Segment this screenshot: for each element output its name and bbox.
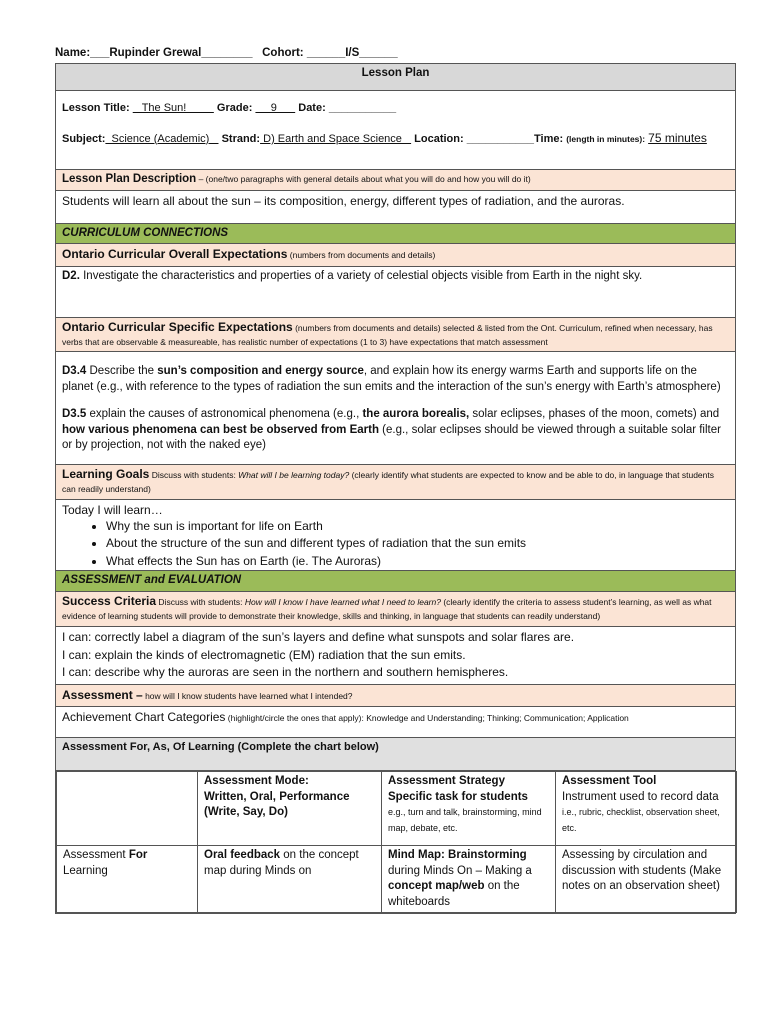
curriculum-section-title: CURRICULUM CONNECTIONS bbox=[62, 226, 229, 239]
assessment-hint: how will I know students have learned what I intended? bbox=[142, 690, 353, 701]
tool-hint: i.e., rubric, checklist, observation sheet, etc. bbox=[562, 807, 720, 833]
tool-sub: Instrument used to record data bbox=[562, 790, 719, 803]
row-label-for-learning bbox=[57, 846, 198, 913]
date-field[interactable]: ___________ bbox=[328, 102, 397, 114]
assessment-section-header bbox=[56, 570, 736, 591]
chart-header-strategy bbox=[382, 772, 556, 846]
row-label-b: For bbox=[128, 849, 148, 862]
description-hint: – (one/two paragraphs with general details about what you will do and how you will do it) bbox=[196, 174, 531, 184]
overall-heading-row bbox=[56, 244, 736, 267]
subject-label: Subject: bbox=[62, 132, 106, 145]
strategy-title: Assessment Strategy bbox=[388, 775, 505, 788]
achievement-chart-categories[interactable]: Knowledge and Understanding; Thinking; Communication; Application bbox=[363, 713, 629, 724]
assessment-section-title: ASSESSMENT and EVALUATION bbox=[62, 573, 242, 586]
strategy-b: during Minds On – Making a bbox=[388, 864, 532, 877]
chart-header-blank bbox=[57, 772, 198, 846]
strand-label: Strand: bbox=[221, 132, 261, 145]
specific-heading-row bbox=[56, 317, 736, 352]
lesson-plan-table bbox=[55, 63, 736, 914]
d34-text-b: sun’s composition and energy source bbox=[157, 365, 364, 378]
learning-goals-hint-c: (clearly identify what students are expected to know and be able to do, in language that students can readily understand) bbox=[62, 469, 714, 495]
time-field[interactable]: 75 minutes bbox=[648, 130, 707, 145]
description-heading: Lesson Plan Description bbox=[62, 173, 197, 185]
d34-code: D3.4 bbox=[62, 365, 87, 378]
d35-text-a: explain the causes of astronomical phenomena (e.g., bbox=[86, 408, 363, 421]
subject-field[interactable]: Science (Academic) bbox=[105, 132, 219, 145]
overall-hint: (numbers from documents and details) bbox=[287, 250, 436, 261]
grade-field[interactable]: 9 bbox=[255, 102, 296, 114]
list-item: I can: describe why the auroras are seen in the northern and southern hemispheres. bbox=[62, 665, 509, 680]
description-heading-row bbox=[56, 170, 736, 191]
assessment-chart-table bbox=[56, 771, 737, 913]
header-line bbox=[55, 47, 398, 59]
learning-goals-heading: Learning Goals bbox=[62, 466, 150, 481]
success-hint-a: Discuss with students: bbox=[156, 596, 245, 607]
specific-hint: (numbers from documents and details) selected & listed from the Ont. Curriculum, refined when necessary, has verbs that are observable & measureable, has realistic number of expectations (1 to 3) have expectations that match assessment bbox=[62, 322, 713, 347]
afaol-heading: Assessment For, As, Of Learning (Complete the chart below) bbox=[56, 738, 736, 771]
date-label: Date: bbox=[298, 102, 326, 114]
overall-text: Investigate the characteristics and properties of a variety of celestial objects visible from Earth in the night sky. bbox=[79, 269, 643, 282]
curriculum-section-header bbox=[56, 223, 736, 244]
lesson-info-block bbox=[56, 91, 736, 170]
strategy-sub: Specific task for students bbox=[388, 790, 528, 803]
d35-code: D3.5 bbox=[62, 408, 87, 421]
list-item: • Why the sun is important for life on Earth bbox=[106, 518, 729, 535]
strategy-c: concept map/web bbox=[388, 880, 485, 893]
mode-sub: Written, Oral, Performance bbox=[204, 790, 350, 803]
row-strategy-cell bbox=[382, 846, 556, 913]
location-field[interactable]: ___________ bbox=[466, 132, 535, 145]
row-tool-cell: Assessing by circulation and discussion with students (Make notes on an observation sheet) bbox=[556, 846, 737, 913]
lesson-title-label: Lesson Title: bbox=[62, 102, 130, 114]
strategy-hint: e.g., turn and talk, brainstorming, mind map, debate, etc. bbox=[388, 807, 542, 833]
strategy-a: Mind Map: Brainstorming bbox=[388, 849, 527, 862]
location-label: Location: bbox=[414, 132, 464, 145]
expectation-d34 bbox=[62, 364, 729, 395]
chart-header-mode bbox=[198, 772, 382, 846]
mode-title: Assessment Mode: bbox=[204, 775, 309, 788]
row-label-a: Assessment bbox=[63, 849, 129, 862]
specific-heading: Ontario Curricular Specific Expectations bbox=[62, 319, 293, 334]
success-criteria-heading-row bbox=[56, 591, 736, 627]
mode-sub2: (Write, Say, Do) bbox=[204, 806, 288, 819]
lesson-title-field[interactable]: The Sun! bbox=[132, 102, 214, 114]
achievement-chart-row bbox=[56, 707, 736, 738]
list-item: • About the structure of the sun and different types of radiation that the sun emits bbox=[106, 535, 729, 552]
strand-field[interactable]: D) Earth and Space Science bbox=[260, 132, 412, 145]
list-item: I can: explain the kinds of electromagnetic (EM) radiation that the sun emits. bbox=[62, 647, 466, 662]
list-item: I can: correctly label a diagram of the sun’s layers and define what sunspots and solar flares are. bbox=[62, 630, 575, 645]
overall-code: D2. bbox=[62, 269, 80, 282]
overall-expectation bbox=[56, 266, 736, 317]
achievement-chart-heading: Achievement Chart Categories bbox=[62, 710, 226, 725]
page-title: Lesson Plan bbox=[56, 64, 736, 91]
learning-goals-content bbox=[56, 499, 736, 570]
strategy-d: on the whiteboards bbox=[388, 880, 520, 908]
name-label: Name: bbox=[55, 47, 91, 59]
expectation-d35 bbox=[62, 407, 729, 454]
tool-title: Assessment Tool bbox=[562, 775, 657, 788]
overall-heading: Ontario Curricular Overall Expectations bbox=[62, 247, 288, 262]
d35-text-c: solar eclipses, phases of the moon, comets) and bbox=[469, 408, 720, 421]
learning-goals-list bbox=[62, 518, 729, 570]
row-mode-cell bbox=[198, 846, 382, 913]
assessment-chart-cell bbox=[56, 771, 736, 914]
time-hint: (length in minutes): bbox=[566, 133, 646, 144]
d35-text-b: the aurora borealis, bbox=[362, 408, 470, 421]
list-item: • What effects the Sun has on Earth (ie. The Auroras) bbox=[106, 553, 729, 570]
learning-goals-intro: Today I will learn… bbox=[62, 502, 163, 517]
d35-text-d: how various phenomena can best be observed from Earth bbox=[62, 423, 379, 436]
d35-text-e: (e.g., solar eclipses should be viewed through a suitable solar filter or by projection, not with the naked eye) bbox=[62, 423, 721, 452]
success-hint-b: How will I know I have learned what I need to learn? bbox=[244, 596, 441, 607]
learning-goals-heading-row bbox=[56, 464, 736, 499]
name-value[interactable]: ___Rupinder Grewal________ bbox=[90, 47, 253, 59]
success-hint-c: (clearly identify the criteria to assess student’s learning, as well as what evidence of learning students will provide to demonstrate their knowledge, skills and thinking, in language that students can readily understand) bbox=[62, 596, 712, 622]
assessment-heading-row bbox=[56, 684, 736, 707]
achievement-chart-hint: (highlight/circle the ones that apply): bbox=[225, 713, 364, 724]
learning-goals-hint-a: Discuss with students: bbox=[149, 469, 239, 480]
success-criteria-list bbox=[56, 627, 736, 684]
learning-goals-hint-b: What will I be learning today? bbox=[238, 469, 350, 480]
time-label: Time: bbox=[534, 132, 564, 145]
row-label-c: Learning bbox=[63, 864, 108, 877]
success-criteria-heading: Success Criteria bbox=[62, 593, 157, 608]
d34-text-c: , and explain how its energy warms Earth and supports life on the planet (e.g., with reference to the types of radiation the sun emits and the interaction of the sun’s energy with Earth’s atmosphere) bbox=[62, 365, 721, 393]
chart-header-tool bbox=[556, 772, 737, 846]
mode-b: on the concept map during Minds on bbox=[204, 849, 359, 877]
d34-text-a: Describe the bbox=[86, 365, 158, 378]
description-text: Students will learn all about the sun – its composition, energy, different types of radiation, and the auroras. bbox=[56, 190, 736, 223]
cohort-label: Cohort: bbox=[262, 47, 304, 59]
grade-label: Grade: bbox=[216, 102, 253, 114]
cohort-value[interactable]: ______I/S______ bbox=[306, 47, 398, 59]
specific-expectations bbox=[56, 352, 736, 465]
assessment-heading: Assessment – bbox=[62, 687, 143, 702]
mode-a: Oral feedback bbox=[204, 849, 281, 862]
